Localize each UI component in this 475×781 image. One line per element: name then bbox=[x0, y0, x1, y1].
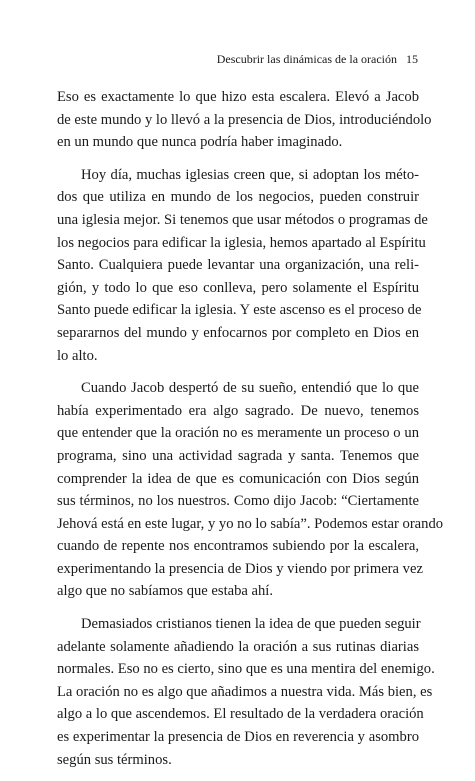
text-line: Eso es exactamente lo que hizo esta escalera. Elevó a Jacob bbox=[57, 89, 419, 105]
text-line: Jehová está en este lugar, y yo no lo sabía”. Podemos estar orando bbox=[57, 515, 444, 532]
text-line: Santo. Cualquiera puede levantar una organización, una reli- bbox=[57, 257, 419, 274]
text-line: de este mundo y lo llevó a la presencia de Dios, introduciéndolo bbox=[57, 111, 432, 128]
text-line: separarnos del mundo y enfocarnos por completo en Dios en bbox=[57, 324, 419, 341]
text-line: gión, y todo lo que eso conlleva, pero solamente el Espíritu bbox=[57, 279, 419, 296]
text-line: dos que utiliza en mundo de los negocios, pueden construir bbox=[57, 189, 419, 206]
text-line: Hoy día, muchas iglesias creen que, si adoptan los méto- bbox=[81, 166, 419, 183]
text-line: sus términos, no los nuestros. Como dijo Jacob: “Ciertamente bbox=[57, 493, 419, 510]
running-head-title: Descubrir las dinámicas de la oración bbox=[216, 52, 397, 66]
paragraph bbox=[57, 613, 435, 771]
text-line: La oración no es algo que añadimos a nuestra vida. Más bien, es bbox=[57, 683, 433, 700]
text-line: Cuando Jacob despertó de su sueño, entendió que lo que bbox=[81, 380, 419, 397]
text-line: algo a lo que ascendemos. El resultado de la verdadera oración bbox=[57, 706, 424, 723]
text-line: adelante solamente añadiendo la oración a sus rutinas diarias bbox=[57, 638, 419, 655]
text-line: en un mundo que nunca podría haber imaginado. bbox=[57, 134, 343, 151]
text-line: según sus términos. bbox=[57, 751, 172, 768]
body-text bbox=[57, 86, 444, 781]
text-line: algo que no sabíamos que estaba ahí. bbox=[57, 583, 274, 600]
text-line: es experimentar la presencia de Dios en reverencia y asombro bbox=[57, 729, 419, 746]
text-line: experimentando la presencia de Dios y viendo por primera vez bbox=[57, 560, 423, 577]
text-line: Demasiados cristianos tienen la idea de que pueden seguir bbox=[81, 616, 421, 633]
page-number: 15 bbox=[406, 52, 418, 66]
text-line: normales. Eso no es cierto, sino que es una mentira del enemigo. bbox=[57, 661, 435, 678]
text-line: una iglesia mejor. Si tenemos que usar métodos o programas de bbox=[57, 211, 428, 228]
text-line: había experimentado era algo sagrado. De nuevo, tenemos bbox=[57, 402, 419, 419]
text-line: que entender que la oración no es meramente un proceso o un bbox=[57, 425, 419, 442]
paragraph bbox=[57, 164, 428, 367]
text-line: programa, sino una actividad sagrada y santa. Tenemos que bbox=[57, 447, 419, 464]
running-head bbox=[217, 52, 418, 66]
text-line: comprender la idea de que es comunicación con Dios según bbox=[57, 470, 419, 487]
text-line: lo alto. bbox=[57, 347, 98, 364]
paragraph bbox=[57, 86, 432, 154]
paragraph bbox=[57, 377, 444, 603]
text-line: los negocios para edificar la iglesia, hemos apartado al Espíritu bbox=[57, 234, 426, 251]
text-line: Santo puede edificar la iglesia. Y este ascenso es el proceso de bbox=[57, 302, 422, 319]
text-line: cuando de repente nos encontramos subiendo por la escalera, bbox=[57, 538, 419, 555]
